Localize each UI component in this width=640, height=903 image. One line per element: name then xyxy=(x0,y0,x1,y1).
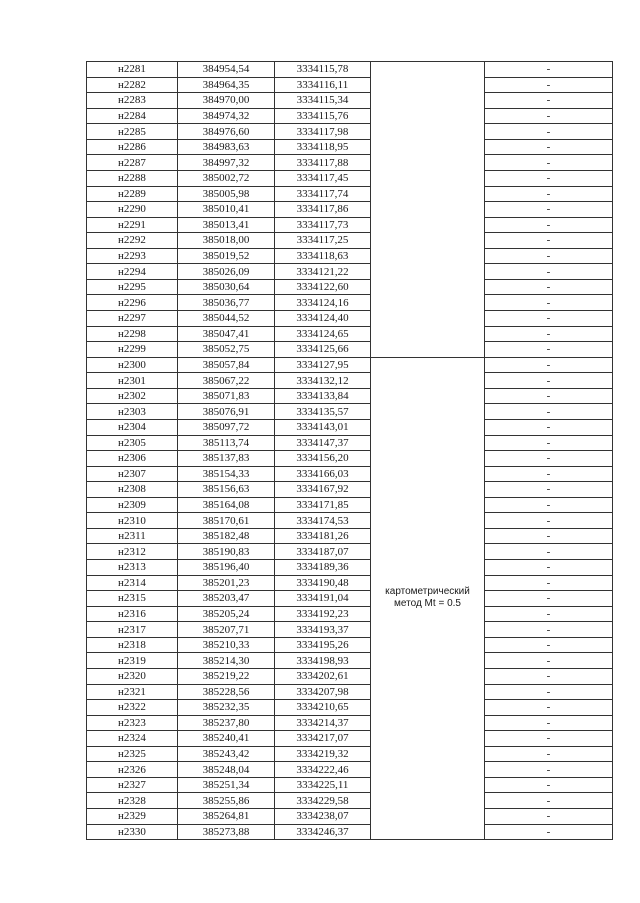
table-row xyxy=(87,342,613,358)
cell-point: н2288 xyxy=(87,170,178,186)
table-row xyxy=(87,809,613,825)
table-row xyxy=(87,170,613,186)
cell-desc: - xyxy=(485,342,613,358)
cell-desc: - xyxy=(485,326,613,342)
cell-x: 385026,09 xyxy=(178,264,275,280)
table-row xyxy=(87,762,613,778)
cell-desc: - xyxy=(485,217,613,233)
cell-x: 385182,48 xyxy=(178,528,275,544)
cell-point: н2300 xyxy=(87,357,178,373)
table-row xyxy=(87,715,613,731)
cell-desc: - xyxy=(485,186,613,202)
cell-desc: - xyxy=(485,139,613,155)
cell-point: н2308 xyxy=(87,482,178,498)
cell-point: н2289 xyxy=(87,186,178,202)
coordinates-table-body xyxy=(87,62,613,840)
cell-desc: - xyxy=(485,202,613,218)
cell-x: 385002,72 xyxy=(178,170,275,186)
cell-desc: - xyxy=(485,482,613,498)
cell-desc: - xyxy=(485,731,613,747)
cell-desc: - xyxy=(485,373,613,389)
table-row xyxy=(87,793,613,809)
table-row xyxy=(87,824,613,840)
cell-desc: - xyxy=(485,264,613,280)
cell-x: 385232,35 xyxy=(178,700,275,716)
cell-x: 385201,23 xyxy=(178,575,275,591)
cell-y: 3334187,07 xyxy=(275,544,371,560)
cell-point: н2301 xyxy=(87,373,178,389)
table-row xyxy=(87,311,613,327)
cell-point: н2312 xyxy=(87,544,178,560)
cell-y: 3334167,92 xyxy=(275,482,371,498)
cell-x: 385243,42 xyxy=(178,746,275,762)
cell-y: 3334219,32 xyxy=(275,746,371,762)
cell-y: 3334171,85 xyxy=(275,497,371,513)
table-row xyxy=(87,731,613,747)
table-row xyxy=(87,700,613,716)
table-row xyxy=(87,451,613,467)
cell-x: 385273,88 xyxy=(178,824,275,840)
table-row xyxy=(87,497,613,513)
cell-x: 385255,86 xyxy=(178,793,275,809)
cell-x: 385044,52 xyxy=(178,311,275,327)
cell-point: н2305 xyxy=(87,435,178,451)
cell-point: н2292 xyxy=(87,233,178,249)
cell-desc: - xyxy=(485,684,613,700)
cell-x: 384997,32 xyxy=(178,155,275,171)
cell-desc: - xyxy=(485,77,613,93)
cell-point: н2283 xyxy=(87,93,178,109)
cell-desc: - xyxy=(485,591,613,607)
cell-x: 385018,00 xyxy=(178,233,275,249)
cell-desc: - xyxy=(485,233,613,249)
table-row xyxy=(87,77,613,93)
cell-x: 384954,54 xyxy=(178,62,275,78)
cell-x: 385170,61 xyxy=(178,513,275,529)
table-row xyxy=(87,124,613,140)
cell-point: н2309 xyxy=(87,497,178,513)
cell-x: 384976,60 xyxy=(178,124,275,140)
cell-y: 3334181,26 xyxy=(275,528,371,544)
cell-point: н2307 xyxy=(87,466,178,482)
table-row xyxy=(87,653,613,669)
cell-desc: - xyxy=(485,311,613,327)
cell-desc: - xyxy=(485,497,613,513)
cell-y: 3334229,58 xyxy=(275,793,371,809)
cell-point: н2326 xyxy=(87,762,178,778)
cell-desc: - xyxy=(485,419,613,435)
cell-y: 3334225,11 xyxy=(275,777,371,793)
cell-y: 3334198,93 xyxy=(275,653,371,669)
cell-x: 385237,80 xyxy=(178,715,275,731)
cell-x: 385248,04 xyxy=(178,762,275,778)
cell-point: н2297 xyxy=(87,311,178,327)
cell-point: н2318 xyxy=(87,637,178,653)
cell-x: 385076,91 xyxy=(178,404,275,420)
cell-desc: - xyxy=(485,108,613,124)
cell-point: н2286 xyxy=(87,139,178,155)
cell-y: 3334117,45 xyxy=(275,170,371,186)
table-row xyxy=(87,544,613,560)
cell-point: н2322 xyxy=(87,700,178,716)
cell-desc: - xyxy=(485,700,613,716)
cell-method xyxy=(371,357,485,839)
cell-point: н2293 xyxy=(87,248,178,264)
cell-point: н2281 xyxy=(87,62,178,78)
cell-point: н2314 xyxy=(87,575,178,591)
cell-desc: - xyxy=(485,170,613,186)
cell-desc: - xyxy=(485,388,613,404)
table-row xyxy=(87,279,613,295)
table-row xyxy=(87,528,613,544)
cell-y: 3334124,40 xyxy=(275,311,371,327)
cell-point: н2298 xyxy=(87,326,178,342)
cell-desc: - xyxy=(485,637,613,653)
cell-x: 385205,24 xyxy=(178,606,275,622)
table-row xyxy=(87,575,613,591)
table-row xyxy=(87,62,613,78)
cell-x: 385071,83 xyxy=(178,388,275,404)
cell-x: 384970,00 xyxy=(178,93,275,109)
cell-point: н2330 xyxy=(87,824,178,840)
cell-y: 3334115,78 xyxy=(275,62,371,78)
cell-desc: - xyxy=(485,653,613,669)
cell-x: 385203,47 xyxy=(178,591,275,607)
cell-point: н2294 xyxy=(87,264,178,280)
cell-y: 3334117,73 xyxy=(275,217,371,233)
cell-desc: - xyxy=(485,809,613,825)
cell-x: 385228,56 xyxy=(178,684,275,700)
cell-desc: - xyxy=(485,544,613,560)
cell-x: 385164,08 xyxy=(178,497,275,513)
cell-y: 3334238,07 xyxy=(275,809,371,825)
cell-desc: - xyxy=(485,466,613,482)
cell-point: н2328 xyxy=(87,793,178,809)
cell-y: 3334202,61 xyxy=(275,668,371,684)
cell-point: н2321 xyxy=(87,684,178,700)
table-row xyxy=(87,591,613,607)
cell-x: 384974,32 xyxy=(178,108,275,124)
cell-desc: - xyxy=(485,279,613,295)
cell-desc: - xyxy=(485,451,613,467)
cell-point: н2311 xyxy=(87,528,178,544)
cell-x: 385010,41 xyxy=(178,202,275,218)
cell-point: н2302 xyxy=(87,388,178,404)
cell-desc: - xyxy=(485,793,613,809)
cell-point: н2295 xyxy=(87,279,178,295)
cell-x: 385005,98 xyxy=(178,186,275,202)
cell-y: 3334124,16 xyxy=(275,295,371,311)
cell-y: 3334222,46 xyxy=(275,762,371,778)
table-row xyxy=(87,466,613,482)
cell-y: 3334116,11 xyxy=(275,77,371,93)
cell-desc: - xyxy=(485,560,613,576)
cell-desc: - xyxy=(485,248,613,264)
cell-y: 3334207,98 xyxy=(275,684,371,700)
cell-point: н2299 xyxy=(87,342,178,358)
cell-y: 3334121,22 xyxy=(275,264,371,280)
cell-y: 3334118,95 xyxy=(275,139,371,155)
cell-y: 3334125,66 xyxy=(275,342,371,358)
cell-desc: - xyxy=(485,124,613,140)
cell-point: н2306 xyxy=(87,451,178,467)
cell-desc: - xyxy=(485,404,613,420)
cell-desc: - xyxy=(485,295,613,311)
cell-y: 3334147,37 xyxy=(275,435,371,451)
cell-point: н2315 xyxy=(87,591,178,607)
cell-x: 385013,41 xyxy=(178,217,275,233)
table-row xyxy=(87,93,613,109)
cell-y: 3334210,65 xyxy=(275,700,371,716)
table-row xyxy=(87,435,613,451)
cell-point: н2319 xyxy=(87,653,178,669)
table-row xyxy=(87,357,613,373)
cell-y: 3334117,88 xyxy=(275,155,371,171)
coordinates-table xyxy=(86,61,613,840)
cell-point: н2291 xyxy=(87,217,178,233)
cell-point: н2325 xyxy=(87,746,178,762)
cell-y: 3334217,07 xyxy=(275,731,371,747)
cell-desc: - xyxy=(485,155,613,171)
table-row xyxy=(87,326,613,342)
table-row xyxy=(87,622,613,638)
cell-desc: - xyxy=(485,62,613,78)
cell-x: 385067,22 xyxy=(178,373,275,389)
cell-y: 3334156,20 xyxy=(275,451,371,467)
table-row xyxy=(87,482,613,498)
cell-x: 385097,72 xyxy=(178,419,275,435)
table-row xyxy=(87,668,613,684)
cell-y: 3334246,37 xyxy=(275,824,371,840)
cell-point: н2320 xyxy=(87,668,178,684)
table-row xyxy=(87,139,613,155)
table-row xyxy=(87,388,613,404)
table-row xyxy=(87,155,613,171)
cell-x: 385207,71 xyxy=(178,622,275,638)
cell-desc: - xyxy=(485,715,613,731)
cell-x: 385137,83 xyxy=(178,451,275,467)
cell-y: 3334118,63 xyxy=(275,248,371,264)
cell-point: н2285 xyxy=(87,124,178,140)
cell-desc: - xyxy=(485,513,613,529)
cell-x: 385251,34 xyxy=(178,777,275,793)
cell-method-empty xyxy=(371,62,485,358)
cell-y: 3334117,74 xyxy=(275,186,371,202)
cell-y: 3334117,25 xyxy=(275,233,371,249)
cell-point: н2304 xyxy=(87,419,178,435)
table-row xyxy=(87,684,613,700)
cell-x: 385036,77 xyxy=(178,295,275,311)
cell-y: 3334189,36 xyxy=(275,560,371,576)
cell-point: н2287 xyxy=(87,155,178,171)
cell-point: н2290 xyxy=(87,202,178,218)
cell-y: 3334117,98 xyxy=(275,124,371,140)
cell-point: н2323 xyxy=(87,715,178,731)
cell-y: 3334143,01 xyxy=(275,419,371,435)
cell-desc: - xyxy=(485,622,613,638)
cell-y: 3334192,23 xyxy=(275,606,371,622)
cell-point: н2327 xyxy=(87,777,178,793)
cell-y: 3334122,60 xyxy=(275,279,371,295)
cell-x: 385219,22 xyxy=(178,668,275,684)
cell-point: н2284 xyxy=(87,108,178,124)
table-row xyxy=(87,295,613,311)
table-row xyxy=(87,777,613,793)
cell-desc: - xyxy=(485,528,613,544)
cell-x: 385052,75 xyxy=(178,342,275,358)
table-row xyxy=(87,404,613,420)
cell-desc: - xyxy=(485,668,613,684)
cell-desc: - xyxy=(485,606,613,622)
cell-y: 3334115,76 xyxy=(275,108,371,124)
cell-y: 3334124,65 xyxy=(275,326,371,342)
cell-y: 3334127,95 xyxy=(275,357,371,373)
cell-y: 3334195,26 xyxy=(275,637,371,653)
cell-x: 385214,30 xyxy=(178,653,275,669)
table-row xyxy=(87,248,613,264)
table-row xyxy=(87,637,613,653)
cell-x: 385264,81 xyxy=(178,809,275,825)
cell-point: н2296 xyxy=(87,295,178,311)
cell-point: н2329 xyxy=(87,809,178,825)
cell-y: 3334193,37 xyxy=(275,622,371,638)
table-row xyxy=(87,513,613,529)
cell-y: 3334166,03 xyxy=(275,466,371,482)
cell-point: н2282 xyxy=(87,77,178,93)
cell-y: 3334135,57 xyxy=(275,404,371,420)
cell-desc: - xyxy=(485,762,613,778)
cell-x: 385240,41 xyxy=(178,731,275,747)
cell-x: 385113,74 xyxy=(178,435,275,451)
table-row xyxy=(87,233,613,249)
cell-point: н2303 xyxy=(87,404,178,420)
table-row xyxy=(87,202,613,218)
cell-y: 3334133,84 xyxy=(275,388,371,404)
cell-x: 385154,33 xyxy=(178,466,275,482)
cell-y: 3334214,37 xyxy=(275,715,371,731)
method-line-2: метод Mt = 0.5 xyxy=(394,598,461,610)
table-row xyxy=(87,746,613,762)
cell-x: 385057,84 xyxy=(178,357,275,373)
cell-point: н2310 xyxy=(87,513,178,529)
cell-desc: - xyxy=(485,777,613,793)
table-row xyxy=(87,186,613,202)
table-row xyxy=(87,560,613,576)
cell-y: 3334117,86 xyxy=(275,202,371,218)
cell-y: 3334115,34 xyxy=(275,93,371,109)
cell-desc: - xyxy=(485,824,613,840)
cell-x: 385190,83 xyxy=(178,544,275,560)
table-row xyxy=(87,108,613,124)
cell-y: 3334174,53 xyxy=(275,513,371,529)
cell-desc: - xyxy=(485,435,613,451)
cell-desc: - xyxy=(485,575,613,591)
cell-y: 3334132,12 xyxy=(275,373,371,389)
cell-desc: - xyxy=(485,357,613,373)
cell-x: 385030,64 xyxy=(178,279,275,295)
cell-x: 384983,63 xyxy=(178,139,275,155)
cell-x: 385156,63 xyxy=(178,482,275,498)
cell-y: 3334191,04 xyxy=(275,591,371,607)
cell-point: н2316 xyxy=(87,606,178,622)
table-row xyxy=(87,264,613,280)
table-row xyxy=(87,217,613,233)
cell-x: 385210,33 xyxy=(178,637,275,653)
cell-point: н2313 xyxy=(87,560,178,576)
cell-desc: - xyxy=(485,746,613,762)
cell-point: н2317 xyxy=(87,622,178,638)
cell-point: н2324 xyxy=(87,731,178,747)
cell-y: 3334190,48 xyxy=(275,575,371,591)
table-row xyxy=(87,373,613,389)
cell-x: 385047,41 xyxy=(178,326,275,342)
cell-x: 385196,40 xyxy=(178,560,275,576)
cell-x: 385019,52 xyxy=(178,248,275,264)
method-line-1: картометрический xyxy=(385,586,470,598)
cell-x: 384964,35 xyxy=(178,77,275,93)
table-row xyxy=(87,419,613,435)
cell-desc: - xyxy=(485,93,613,109)
table-row xyxy=(87,606,613,622)
